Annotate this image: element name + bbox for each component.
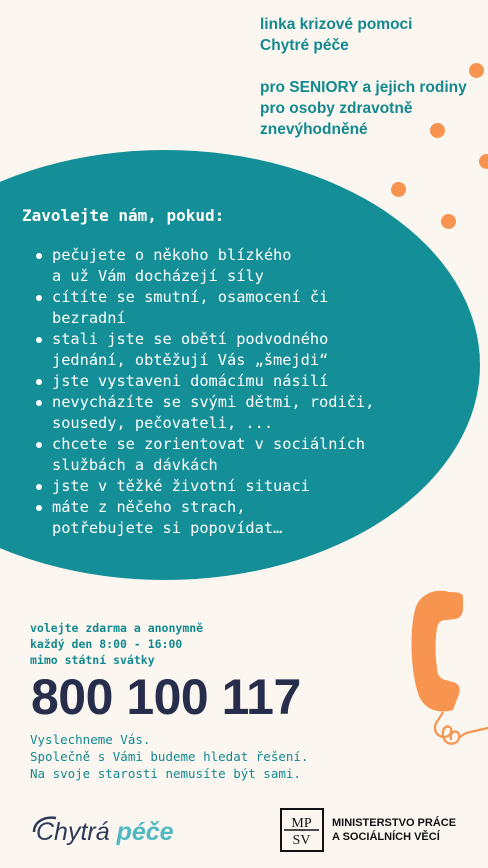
logo-part-2: péče: [116, 818, 174, 846]
header-line-2: Chytré péče: [260, 37, 349, 54]
reason-item: stali jste se obětí podvodného jednání, obtěžují Vás „šmejdi“: [22, 329, 462, 371]
reasons-panel: [22, 206, 462, 539]
dot: [469, 63, 484, 78]
mpsv-emblem-icon: [280, 808, 324, 852]
phone-cord-icon: [435, 712, 459, 744]
hours-line-3: mimo státní svátky: [30, 653, 155, 667]
header-line-1: linka krizové pomoci: [260, 16, 413, 33]
ministry-name: [332, 816, 456, 844]
logo-part-1: Chytrá: [36, 818, 117, 846]
hours-line-1: volejte zdarma a anonymně: [30, 621, 204, 635]
reason-item: jste v těžké životní situaci: [22, 476, 462, 497]
closing-line-3: Na svoje starosti nemusíte být sami.: [30, 766, 301, 781]
dot: [430, 123, 445, 138]
phone-number[interactable]: 800 100 117: [31, 669, 301, 725]
phone-handset-icon: [405, 582, 488, 752]
reason-item: máte z něčeho strach, potřebujete si popovídat…: [22, 497, 462, 539]
closing-line-2: Společně s Vámi budeme hledat řešení.: [30, 749, 309, 764]
header-line-4: pro osoby zdravotně: [260, 100, 413, 117]
header-line-3: pro SENIORY a jejich rodiny: [260, 79, 467, 96]
dot: [391, 182, 406, 197]
closing-text: [30, 731, 308, 782]
reason-item: pečujete o někoho blízkého a už Vám docházejí síly: [22, 245, 462, 287]
ministry-line-2: A SOCIÁLNÍCH VĚCÍ: [332, 831, 440, 843]
dot: [479, 154, 488, 169]
reason-item: cítíte se smutní, osamocení či bezradní: [22, 287, 462, 329]
ministry-line-1: MINISTERSTVO PRÁCE: [332, 817, 457, 829]
reason-item: jste vystaveni domácímu násilí: [22, 371, 462, 392]
header-line-5: znevýhodněné: [260, 121, 368, 138]
hours-line-2: každý den 8:00 - 16:00: [30, 637, 183, 651]
panel-title: Zavolejte nám, pokud:: [22, 206, 225, 225]
reasons-list: [22, 245, 462, 539]
svg-text:SV: SV: [292, 833, 311, 848]
reason-item: nevycházíte se svými dětmi, rodiči, sousedy, pečovateli, ...: [22, 392, 462, 434]
hotline-header: [260, 14, 485, 140]
closing-line-1: Vyslechneme Vás.: [30, 732, 151, 747]
call-hours: [30, 620, 203, 668]
logo-text: [36, 818, 174, 847]
svg-text:MP: MP: [291, 816, 312, 831]
reason-item: chcete se zorientovat v sociálních službách a dávkách: [22, 434, 462, 476]
